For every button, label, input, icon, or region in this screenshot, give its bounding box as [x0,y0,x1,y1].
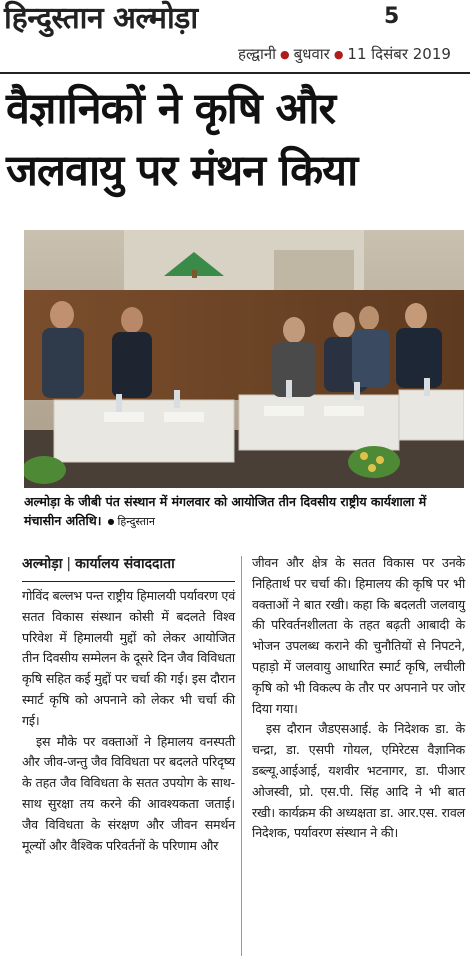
article-paragraph: इस दौरान जैडएसआई. के निदेशक डा. के चन्द्रा, डा. एसपी गोयल, एमिरेटस वैज्ञानिक डब्ल्यू.आईआई, यशवीर भटनागर, डा. पीआर ओजस्वी, प्रो. एस.पी. सिंह आदि ने भी बात रखी। कार्यक्रम की अध्यक्षता डा. आर.एस. रावल निदेशक, पर्यावरण संस्थान ने की। [252,721,465,841]
bullet-icon: ● [280,48,290,61]
headline-line-2: जलवायु पर मंथन किया [6,146,358,196]
article-column-right [252,553,465,844]
byline-desk: कार्यालय संवाददाता [75,556,175,572]
column-divider [241,556,242,956]
headline [6,78,468,202]
photo-caption-text: अल्मोड़ा के जीबी पंत संस्थान में मंगलवार को आयोजित तीन दिवसीय राष्ट्रीय कार्यशाला में मंचासीन अतिथि। [24,494,427,528]
byline-place: अल्मोड़ा [22,556,63,572]
dateline-city: हल्द्वानी [238,45,277,63]
panel-photo-illustration [24,230,464,488]
article-paragraph: जीवन और क्षेत्र के सतत विकास पर उनके निहितार्थ पर चर्चा की। हिमालय की कृषि पर भी वक्ताओं ने बात रखी। कहा कि बदलती जलवायु की परिवर्तनशीलता के तहत बढ़ती आबादी के भोजन उपलब्ध कराने की चुनौतियों से निपटने, पहाड़ो में जलवायु आधारित स्मार्ट कृषि, लचीली कृषि को भी विकल्प के तौर पर अपनाने पर जोर दिया गया। [252,555,465,716]
dateline [238,44,451,64]
headline-line-1: वैज्ञानिकों ने कृषि और [6,84,336,134]
page-number: 5 [384,4,400,29]
photo-credit: ● हिन्दुस्तान [108,515,155,528]
article-column-left [22,553,235,856]
byline [22,553,235,582]
photo-caption [24,492,464,531]
article-paragraph: गोविंद बल्लभ पन्त राष्ट्रीय हिमालयी पर्यावरण एवं सतत विकास संस्थान कोसी में बदलते विश्व परिवेश में हिमालयी मुद्दों को लेकर आयोजित तीन दिवसीय सम्मेलन के दूसरे दिन जैव विविधता कृषि सहित कई मुद्दों पर चर्चा की गई। इस दौरान स्मार्ट कृषि को अपनाने को लेकर भी चर्चा की गई। [22,588,235,728]
newspaper-name: हिन्दुस्तान अल्मोड़ा [4,1,198,36]
bullet-icon: ● [333,48,344,61]
dateline-date: 11 दिसंबर 2019 [347,45,451,63]
news-photo [24,230,464,488]
article-paragraph: इस मौके पर वक्ताओं ने हिमालय वनस्पती और जीव-जन्तु जैव विविधता पर बदलते परिदृष्य के तहत जैव विविधता के सतत उपयोग के साथ-साथ सुरक्षा तय करने की आवश्यकता जताई। जैव विविधता के संरक्षण और जीवन समर्थन मूल्यों और वैश्विक परिवर्तनों के परिणाम और [22,733,235,853]
masthead [0,0,470,63]
byline-separator: | [66,556,72,572]
masthead-rule [0,72,470,74]
dateline-day: बुधवार [293,45,330,63]
